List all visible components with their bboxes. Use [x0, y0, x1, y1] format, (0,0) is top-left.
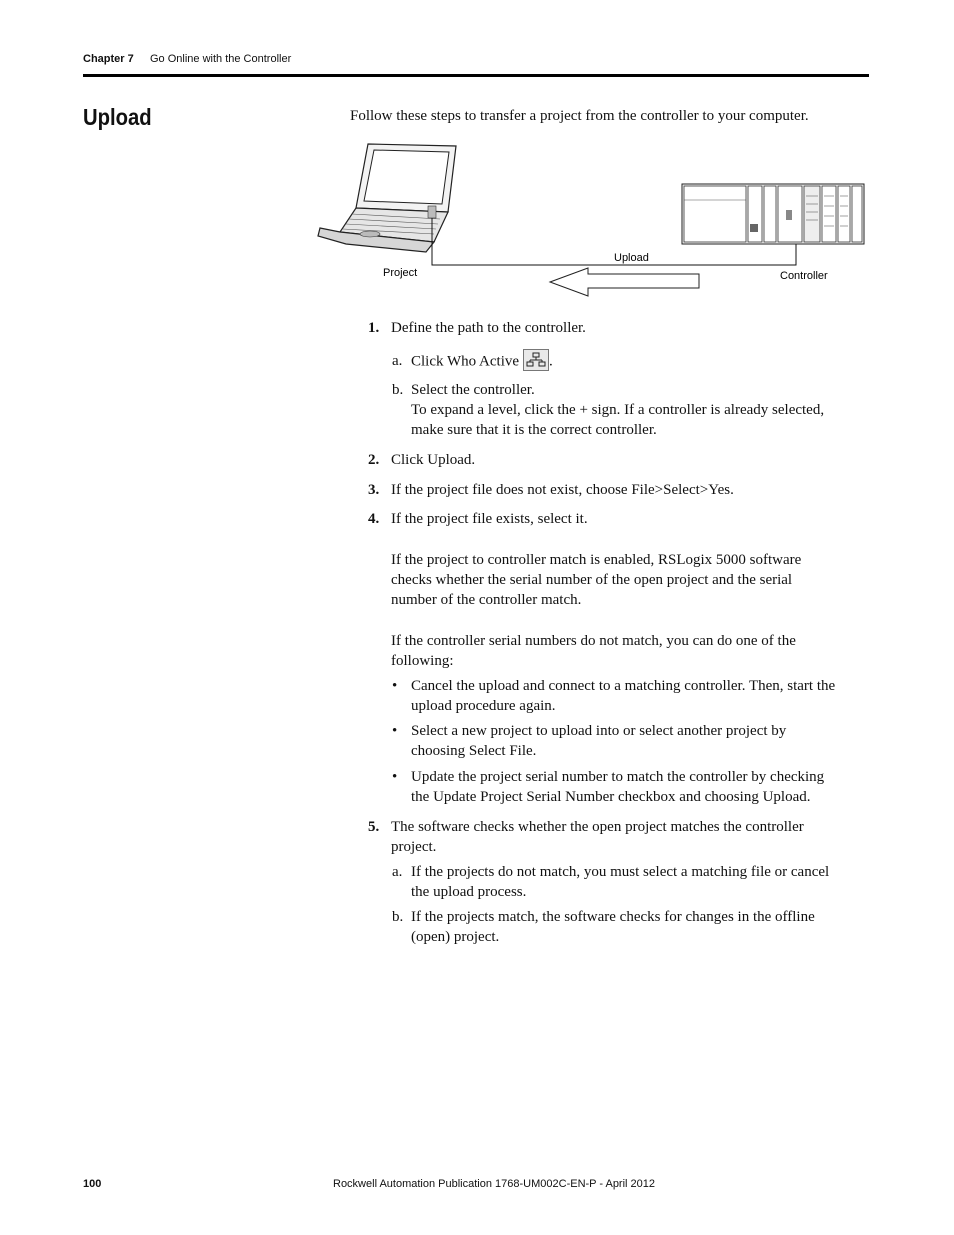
step-1b: [392, 380, 824, 440]
step-number: 2.: [368, 452, 380, 468]
sub-text-line3: make sure that it is the correct controller.: [411, 422, 657, 438]
upload-label: Upload: [614, 252, 649, 264]
step-text: If the project file exists, select it.: [391, 511, 588, 527]
sub-period: .: [549, 353, 553, 370]
sub-letter: b.: [392, 909, 404, 925]
step-2: [368, 450, 475, 470]
sub-text-line2: (open) project.: [411, 929, 500, 945]
sub-letter: a.: [392, 353, 403, 370]
bullet-line: upload procedure again.: [411, 698, 556, 714]
sub-text-line2: the upload process.: [411, 884, 527, 900]
step-text: If the project file does not exist, choose File>Select>Yes.: [391, 482, 734, 498]
para-line: If the project to controller match is enabled, RSLogix 5000 software: [391, 552, 802, 568]
step-3: [368, 480, 734, 500]
step-5a: [392, 862, 829, 902]
para-line: checks whether the serial number of the open project and the serial: [391, 572, 793, 588]
step-5: [368, 817, 804, 857]
bullet-icon: •: [392, 678, 398, 694]
network-icon: [524, 350, 548, 370]
sub-letter: b.: [392, 382, 404, 398]
sub-text: Click Who Active: [411, 353, 520, 370]
step-4-paragraph-1: [391, 550, 861, 610]
bullet-icon: •: [392, 769, 398, 785]
bullet-line: Update the project serial number to match the controller by checking: [411, 769, 825, 785]
step-number: 4.: [368, 511, 380, 527]
bullet-icon: •: [392, 723, 398, 739]
step-text: Define the path to the controller.: [391, 320, 586, 336]
sub-text: Select the controller.: [411, 382, 535, 398]
intro-text: Follow these steps to transfer a project from the controller to your computer.: [350, 108, 809, 124]
sub-text-line2: To expand a level, click the + sign. If a controller is already selected,: [411, 402, 825, 418]
header-rule: [83, 74, 869, 77]
step-4-paragraph-2: [391, 631, 861, 671]
running-header: [83, 53, 292, 65]
step-number: 3.: [368, 482, 380, 498]
section-label: Go Online with the Controller: [150, 53, 292, 65]
step-number: 5.: [368, 819, 380, 835]
who-active-button[interactable]: [523, 349, 549, 371]
sub-text: If the projects do not match, you must select a matching file or cancel: [411, 864, 830, 880]
page-number: 100: [83, 1178, 102, 1190]
step-text-line2: project.: [391, 839, 437, 855]
upload-arrow: [550, 268, 699, 296]
step-1a: [392, 351, 553, 373]
step-5b: [392, 907, 815, 947]
laptop-icon: [318, 144, 456, 252]
project-label: Project: [383, 267, 418, 279]
bullet-line: Select a new project to upload into or select another project by: [411, 723, 787, 739]
bullet-line: choosing Select File.: [411, 743, 537, 759]
sub-text: If the projects match, the software checks for changes in the offline: [411, 909, 815, 925]
upload-diagram: [316, 140, 871, 300]
para-line: following:: [391, 653, 454, 669]
controller-label: Controller: [780, 270, 828, 282]
chapter-label: Chapter 7: [83, 53, 134, 65]
step-number: 1.: [368, 320, 380, 336]
para-line: number of the controller match.: [391, 592, 582, 608]
controller-icon: [682, 184, 864, 244]
bullet-line: the Update Project Serial Number checkbox and choosing Upload.: [411, 789, 811, 805]
publication-info: Rockwell Automation Publication 1768-UM002C-EN-P - April 2012: [333, 1178, 656, 1190]
step-1: [368, 318, 586, 338]
page-title: Upload: [83, 104, 152, 130]
para-line: If the controller serial numbers do not match, you can do one of the: [391, 633, 796, 649]
step-text: Click Upload.: [391, 452, 476, 468]
bullet-line: Cancel the upload and connect to a matching controller. Then, start the: [411, 678, 836, 694]
step-text: The software checks whether the open project matches the controller: [391, 819, 804, 835]
step-4: [368, 509, 588, 529]
sub-letter: a.: [392, 864, 403, 880]
